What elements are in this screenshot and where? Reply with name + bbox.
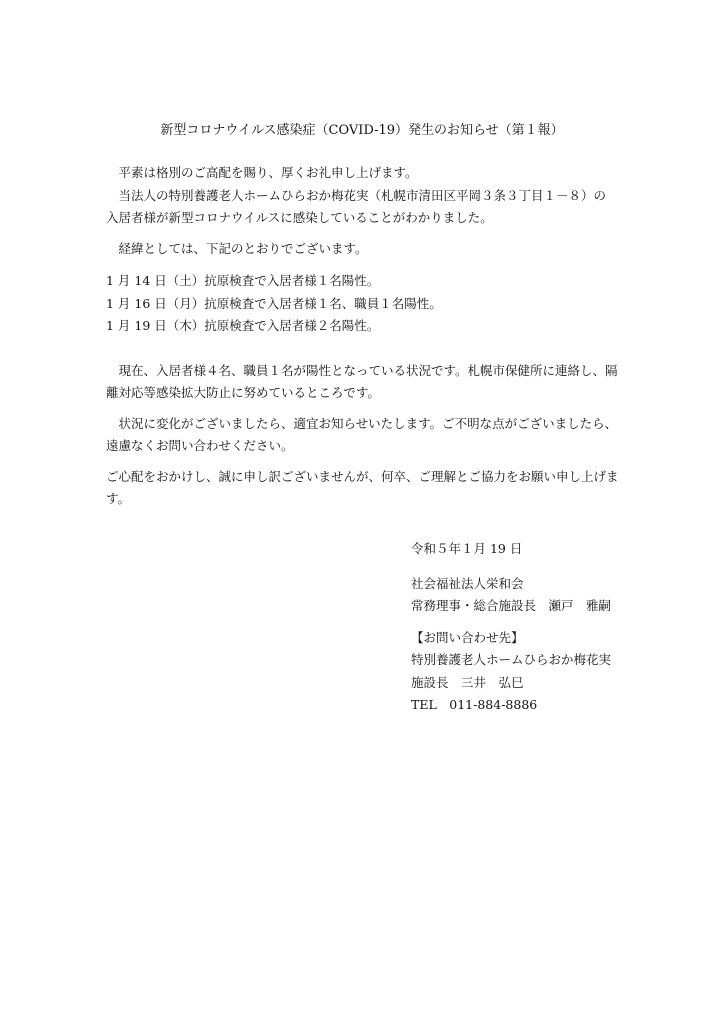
document-body xyxy=(106,162,626,511)
issue-date: 令和５年１月 19 日 xyxy=(411,541,523,556)
apology-line-1: ご心配をおかけし、誠に申し訳ございませんが、何卒、ご理解とご協力をお願い申し上げま xyxy=(106,468,619,484)
change-line-1: 状況に変化がございましたら、適宜お知らせいたします。ご不明な点がございましたら、 xyxy=(118,415,618,431)
intro-line-1: 当法人の特別養護老人ホームひらおか梅花実（札幌市清田区平岡３条３丁目１－８）の xyxy=(118,187,607,203)
status-line-1: 現在、入居者様４名、職員１名が陽性となっている状況です。札幌市保健所に連絡し、隔 xyxy=(118,362,618,378)
facility-name: 特別養護老人ホームひらおか梅花実 xyxy=(411,652,612,667)
timeline-item: 1 月 16 日（月）抗原検査で入居者様１名、職員１名陽性。 xyxy=(106,295,442,311)
contact-heading: 【お問い合わせ先】 xyxy=(411,629,524,645)
change-line-2: 遠慮なくお問い合わせください。 xyxy=(106,438,294,453)
timeline-list xyxy=(106,270,626,338)
organization-name: 社会福祉法人栄和会 xyxy=(411,575,524,591)
course-intro: 経緯としては、下記のとおりでございます。 xyxy=(118,240,368,256)
apology-line-2: す。 xyxy=(106,491,131,506)
document-title: 新型コロナウイルス感染症（COVID-19）発生のお知らせ（第１報） xyxy=(160,123,564,138)
greeting-paragraph: 平素は格別のご高配を賜り、厚くお礼申し上げます。 xyxy=(118,165,418,180)
intro-line-2: 入居者様が新型コロナウイルスに感染していることがわかりました。 xyxy=(106,210,493,225)
contact-phone: TEL 011-884-8886 xyxy=(411,697,538,712)
facility-manager: 施設長 三井 弘巳 xyxy=(411,674,524,690)
timeline-item: 1 月 14 日（土）抗原検査で入居者様１名陽性。 xyxy=(106,273,380,288)
timeline-item: 1 月 19 日（木）抗原検査で入居者様２名陽性。 xyxy=(106,318,380,333)
signature-block xyxy=(411,538,691,717)
representative-name: 常務理事・総合施設長 瀬戸 雅嗣 xyxy=(411,598,612,613)
status-line-2: 離対応等感染拡大防止に努めているところです。 xyxy=(106,385,380,400)
